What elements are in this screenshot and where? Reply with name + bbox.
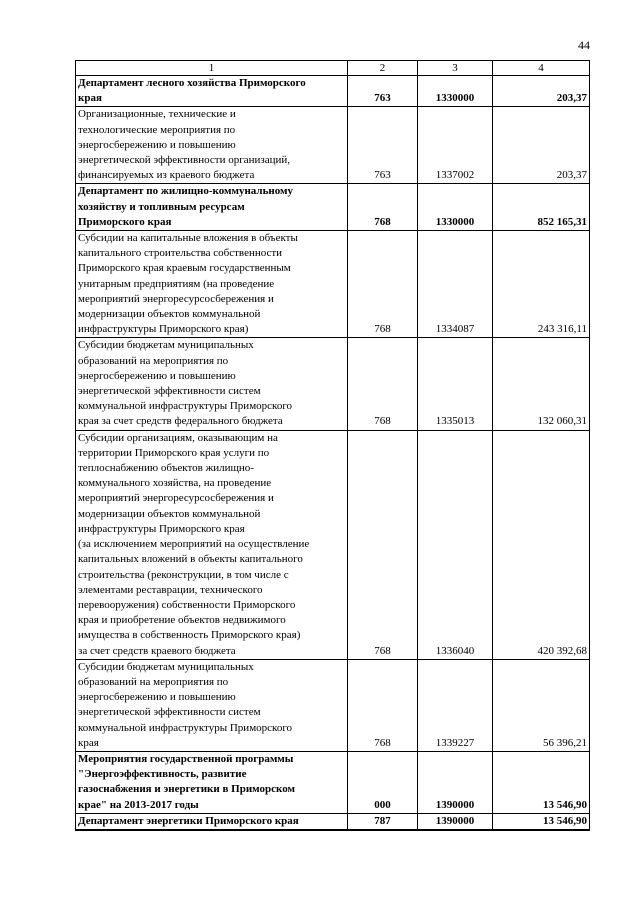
header-col-3: 3 [418, 61, 493, 76]
header-col-2: 2 [348, 61, 418, 76]
row-target: 1390000 [418, 751, 493, 813]
row-target: 1335013 [418, 338, 493, 430]
table-row [76, 184, 590, 231]
row-code: 768 [348, 430, 418, 659]
table-row [76, 430, 590, 659]
row-name: Департамент по жилищно-коммунальному хозяйству и топливным ресурсам Приморского края [76, 184, 348, 231]
row-amount: 13 546,90 [493, 813, 590, 830]
row-amount: 420 392,68 [493, 430, 590, 659]
row-target: 1330000 [418, 184, 493, 231]
row-target: 1330000 [418, 76, 493, 107]
row-code: 768 [348, 338, 418, 430]
table-row [76, 338, 590, 430]
row-name: Субсидии бюджетам муниципальных образований на мероприятия по энергосбережению и повышению энергетической эффективности систем коммунальной инфраструктуры Приморского края [76, 659, 348, 751]
table-row [76, 107, 590, 184]
row-name: Субсидии организациям, оказывающим на территории Приморского края услуги по теплоснабжению объектов жилищно- коммунального хозяйства, на проведение мероприятий энергоресурсосбережения и модернизации объектов коммунальной инфраструктуры Приморского края (за исключением мероприятий на осуществление капитальных вложений в объекты капитального строительства (реконструкции, в том числе с элементами реставрации, технического перевооружения) собственности Приморского края и приобретение объектов недвижимого имущества в собственность Приморского края) за счет средств краевого бюджета [76, 430, 348, 659]
row-code: 768 [348, 184, 418, 231]
budget-table [75, 60, 590, 831]
row-target: 1334087 [418, 231, 493, 338]
row-name: Департамент энергетики Приморского края [76, 813, 348, 830]
row-target: 1339227 [418, 659, 493, 751]
table-row [76, 659, 590, 751]
row-code: 768 [348, 659, 418, 751]
row-code: 763 [348, 107, 418, 184]
row-amount: 203,37 [493, 76, 590, 107]
page-number: 44 [578, 38, 590, 52]
row-target: 1336040 [418, 430, 493, 659]
table-row [76, 231, 590, 338]
row-amount: 203,37 [493, 107, 590, 184]
table-row [76, 751, 590, 813]
row-amount: 13 546,90 [493, 751, 590, 813]
row-name: Субсидии на капитальные вложения в объекты капитального строительства собственности Приморского края краевым государственным унитарным предприятиям (на проведение мероприятий энергоресурсосбережения и модернизации объектов коммунальной инфраструктуры Приморского края) [76, 231, 348, 338]
table-row [76, 813, 590, 830]
table-row [76, 76, 590, 107]
row-amount: 132 060,31 [493, 338, 590, 430]
row-code: 768 [348, 231, 418, 338]
row-name: Организационные, технические и технологические мероприятия по энергосбережению и повышению энергетической эффективности организаций, финансируемых из краевого бюджета [76, 107, 348, 184]
header-col-1: 1 [76, 61, 348, 76]
row-name: Мероприятия государственной программы "Энергоэффективность, развитие газоснабжения и энергетики в Приморском крае" на 2013-2017 годы [76, 751, 348, 813]
row-code: 000 [348, 751, 418, 813]
row-code: 763 [348, 76, 418, 107]
header-col-4: 4 [493, 61, 590, 76]
row-name: Департамент лесного хозяйства Приморского края [76, 76, 348, 107]
row-amount: 243 316,11 [493, 231, 590, 338]
row-target: 1337002 [418, 107, 493, 184]
row-target: 1390000 [418, 813, 493, 830]
row-code: 787 [348, 813, 418, 830]
row-amount: 852 165,31 [493, 184, 590, 231]
table-header-row [76, 61, 590, 76]
row-amount: 56 396,21 [493, 659, 590, 751]
row-name: Субсидии бюджетам муниципальных образований на мероприятия по энергосбережению и повышению энергетической эффективности систем коммунальной инфраструктуры Приморского края за счет средств федерального бюджета [76, 338, 348, 430]
